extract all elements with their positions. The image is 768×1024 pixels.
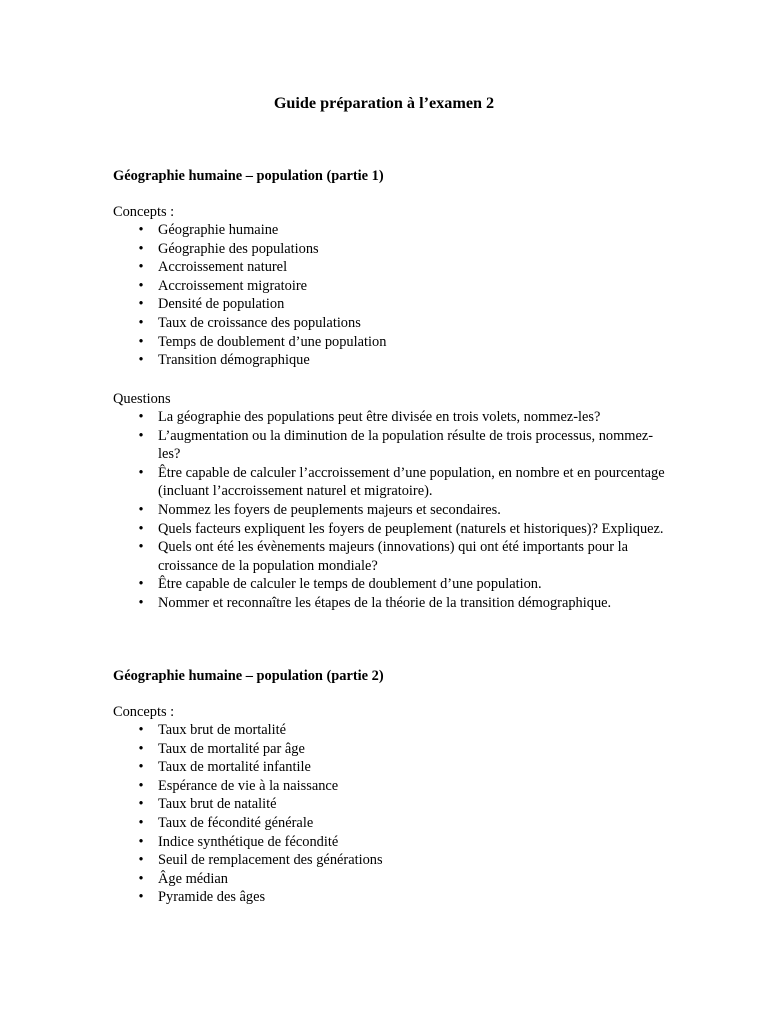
document-title: Guide préparation à l’examen 2 <box>273 94 495 112</box>
list-item <box>113 870 673 889</box>
question-text: Nommez les foyers de peuplements majeurs et secondaires. <box>158 501 501 518</box>
bullet-icon: • <box>138 594 144 611</box>
section-2-heading: Géographie humaine – population (partie 2) <box>113 668 384 684</box>
bullet-icon: • <box>138 759 144 776</box>
bullet-icon: • <box>138 333 144 350</box>
bullet-icon: • <box>138 576 144 593</box>
concept-text: Temps de doublement d’une population <box>158 333 387 350</box>
bullet-icon: • <box>138 409 144 425</box>
list-item <box>113 408 673 427</box>
section-1-concepts-label: Concepts : <box>113 204 175 220</box>
bullet-icon: • <box>138 722 144 738</box>
bullet-icon: • <box>138 870 144 887</box>
list-item <box>113 814 673 833</box>
concept-text: Géographie humaine <box>158 222 279 238</box>
bullet-icon: • <box>138 796 144 813</box>
section-2-concepts-list <box>113 721 673 907</box>
concept-text: Densité de population <box>158 296 285 313</box>
bullet-icon: • <box>138 259 144 276</box>
list-item <box>113 520 673 539</box>
concept-text: Taux brut de mortalité <box>158 722 287 738</box>
bullet-icon: • <box>138 852 144 869</box>
list-item <box>113 240 673 259</box>
list-item <box>113 258 673 277</box>
list-item <box>113 575 673 594</box>
list-item <box>113 501 673 520</box>
question-text: L’augmentation ou la diminution de la population résulte de trois processus, nommez-les? <box>158 427 654 463</box>
question-text: Quels ont été les évènements majeurs (innovations) qui ont été importants pour la croissance de la population mondiale? <box>158 539 628 574</box>
concept-text: Indice synthétique de fécondité <box>158 833 339 850</box>
question-text: Être capable de calculer l’accroissement d’une population, en nombre et en pourcentage (incluant l’accroissement naturel et migratoire). <box>158 464 665 500</box>
list-item <box>113 427 673 464</box>
bullet-icon: • <box>138 427 144 444</box>
section-2-concepts-label: Concepts : <box>113 704 175 720</box>
list-item <box>113 795 673 814</box>
bullet-icon: • <box>138 520 144 537</box>
concept-text: Transition démographique <box>158 352 310 369</box>
bullet-icon: • <box>138 889 144 906</box>
bullet-icon: • <box>138 777 144 794</box>
list-item <box>113 888 673 907</box>
list-item <box>113 758 673 777</box>
list-item <box>113 277 673 296</box>
list-item <box>113 538 673 575</box>
list-item <box>113 351 673 370</box>
concept-text: Seuil de remplacement des générations <box>158 852 383 869</box>
bullet-icon: • <box>138 296 144 313</box>
section-1-heading: Géographie humaine – population (partie 1) <box>113 168 384 184</box>
list-item <box>113 851 673 870</box>
bullet-icon: • <box>138 740 144 757</box>
list-item <box>113 777 673 796</box>
concept-text: Taux de fécondité générale <box>158 814 314 831</box>
section-1-concepts-list <box>113 221 673 370</box>
concept-text: Accroissement naturel <box>158 259 288 276</box>
list-item <box>113 464 673 501</box>
list-item <box>113 295 673 314</box>
list-item <box>113 594 673 613</box>
list-item <box>113 314 673 333</box>
concept-text: Taux brut de natalité <box>158 796 277 813</box>
bullet-icon: • <box>138 352 144 369</box>
question-text: Nommer et reconnaître les étapes de la théorie de la transition démographique. <box>158 594 612 611</box>
list-item <box>113 833 673 852</box>
concept-text: Pyramide des âges <box>158 889 266 906</box>
concept-text: Taux de mortalité infantile <box>158 759 311 776</box>
list-item <box>113 221 673 240</box>
question-text: La géographie des populations peut être divisée en trois volets, nommez-les? <box>158 409 601 425</box>
concept-text: Géographie des populations <box>158 240 319 257</box>
bullet-icon: • <box>138 277 144 294</box>
concept-text: Âge médian <box>158 870 228 887</box>
bullet-icon: • <box>138 814 144 831</box>
concept-text: Taux de croissance des populations <box>158 314 361 331</box>
list-item <box>113 333 673 352</box>
bullet-icon: • <box>138 501 144 518</box>
question-text: Être capable de calculer le temps de doublement d’une population. <box>158 576 542 593</box>
concept-text: Accroissement migratoire <box>158 277 308 294</box>
question-text: Quels facteurs expliquent les foyers de peuplement (naturels et historiques)? Expliquez. <box>158 520 664 537</box>
bullet-icon: • <box>138 833 144 850</box>
concept-text: Espérance de vie à la naissance <box>158 777 339 794</box>
concept-text: Taux de mortalité par âge <box>158 740 305 757</box>
bullet-icon: • <box>138 314 144 331</box>
section-1-questions-label: Questions <box>113 391 171 407</box>
list-item <box>113 740 673 759</box>
bullet-icon: • <box>138 222 144 238</box>
bullet-icon: • <box>138 464 144 481</box>
list-item <box>113 721 673 740</box>
section-1-questions-list <box>113 408 673 613</box>
bullet-icon: • <box>138 240 144 257</box>
bullet-icon: • <box>138 539 144 556</box>
